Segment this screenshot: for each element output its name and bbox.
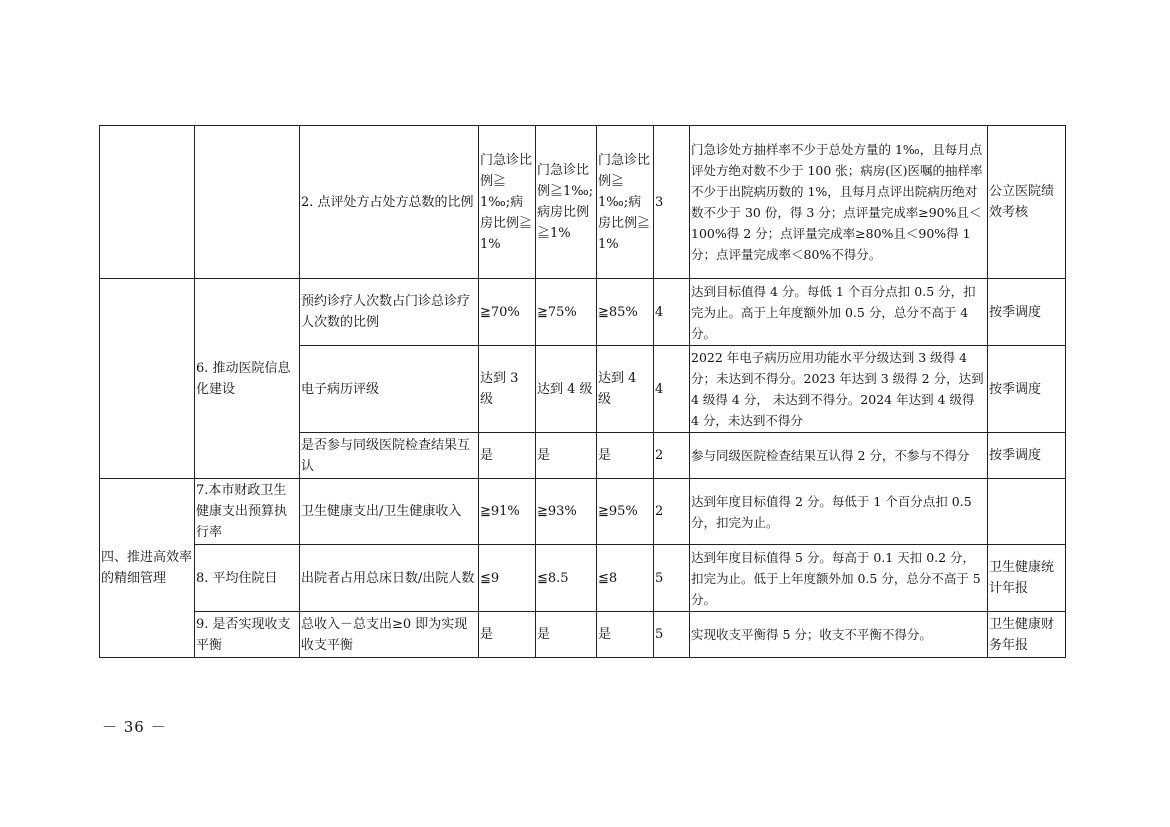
score-cell: 4 — [654, 279, 690, 346]
data-source-cell: 卫生健康财务年报 — [988, 612, 1066, 658]
data-source-cell: 按季调度 — [988, 279, 1066, 346]
scoring-standard-cell: 达到目标值得 4 分。每低 1 个百分点扣 0.5 分，扣完为止。高于上年度额外加 0.5 分，总分不高于 4 分。 — [690, 279, 988, 346]
data-source-cell — [988, 479, 1066, 545]
score-cell: 3 — [654, 126, 690, 279]
table-row — [100, 279, 1066, 346]
score-cell: 5 — [654, 612, 690, 658]
indicator-cell: 预约诊疗人次数占门诊总诊疗人次数的比例 — [300, 279, 479, 346]
scoring-standard-cell: 门急诊处方抽样率不少于总处方量的 1‰，且每月点评处方绝对数不少于 100 张；病房(区)医嘱的抽样率不少于出院病历数的 1%，且每月点评出院病历绝对数不少于 30 份，得 3 分；点评量完成率≥90%且＜100%得 2 分；点评量完成率≥80%且＜90%得 1 分；点评量完成率＜80%不得分。 — [690, 126, 988, 279]
item-cell-empty — [195, 126, 300, 279]
table-row — [100, 612, 1066, 658]
target-2023-cell: ≦8.5 — [536, 545, 597, 612]
target-2023-cell: 门急诊比例≧1‰;病房比例≧1% — [536, 126, 597, 279]
target-2022-cell: 是 — [479, 612, 536, 658]
indicator-cell: 总收入－总支出≥0 即为实现收支平衡 — [300, 612, 479, 658]
task-cell-empty — [100, 126, 195, 279]
target-2024-cell: 是 — [597, 433, 654, 479]
target-2023-cell: ≧75% — [536, 279, 597, 346]
target-2022-cell: 达到 3 级 — [479, 346, 536, 433]
target-2023-cell: 是 — [536, 612, 597, 658]
table-row — [100, 479, 1066, 545]
target-2022-cell: 是 — [479, 433, 536, 479]
target-2023-cell: 是 — [536, 433, 597, 479]
scoring-standard-cell: 达到年度目标值得 5 分。每高于 0.1 天扣 0.2 分，扣完为止。低于上年度额外加 0.5 分，总分不高于 5 分。 — [690, 545, 988, 612]
target-2022-cell: ≧91% — [479, 479, 536, 545]
scoring-standard-cell: 实现收支平衡得 5 分；收支不平衡不得分。 — [690, 612, 988, 658]
indicator-cell: 出院者占用总床日数/出院人数 — [300, 545, 479, 612]
page-number: － 36 － — [102, 718, 167, 736]
target-2022-cell: ≧70% — [479, 279, 536, 346]
indicator-cell: 卫生健康支出/卫生健康收入 — [300, 479, 479, 545]
item-cell: 6. 推动医院信息化建设 — [195, 279, 300, 479]
task-cell: 四、推进高效率的精细管理 — [100, 479, 195, 658]
target-2022-cell: 门急诊比例≧1‰;病房比例≧1% — [479, 126, 536, 279]
scoring-standard-cell: 2022 年电子病历应用功能水平分级达到 3 级得 4 分；未达到不得分。2023 年达到 3 级得 2 分，达到 4 级得 4 分， 未达到不得分。2024 年达到 4 级得 4 分，未达到不得分 — [690, 346, 988, 433]
item-cell: 8. 平均住院日 — [195, 545, 300, 612]
indicator-cell: 2. 点评处方占处方总数的比例 — [300, 126, 479, 279]
data-source-cell: 按季调度 — [988, 433, 1066, 479]
data-source-cell: 按季调度 — [988, 346, 1066, 433]
score-cell: 4 — [654, 346, 690, 433]
score-cell: 5 — [654, 545, 690, 612]
indicator-table — [99, 125, 1066, 658]
scoring-standard-cell: 达到年度目标值得 2 分。每低于 1 个百分点扣 0.5 分，扣完为止。 — [690, 479, 988, 545]
task-cell-empty — [100, 346, 195, 433]
data-source-cell: 卫生健康统计年报 — [988, 545, 1066, 612]
table-row — [100, 545, 1066, 612]
target-2024-cell: ≧85% — [597, 279, 654, 346]
target-2023-cell: ≧93% — [536, 479, 597, 545]
task-cell-empty — [100, 433, 195, 479]
item-cell: 7.本市财政卫生健康支出预算执行率 — [195, 479, 300, 545]
target-2024-cell: ≧95% — [597, 479, 654, 545]
target-2024-cell: 门急诊比例≧1‰;病房比例≧1% — [597, 126, 654, 279]
task-cell-empty — [100, 279, 195, 346]
target-2023-cell: 达到 4 级 — [536, 346, 597, 433]
target-2022-cell: ≦9 — [479, 545, 536, 612]
score-cell: 2 — [654, 433, 690, 479]
target-2024-cell: 是 — [597, 612, 654, 658]
data-source-cell: 公立医院绩效考核 — [988, 126, 1066, 279]
item-cell: 9. 是否实现收支平衡 — [195, 612, 300, 658]
score-cell: 2 — [654, 479, 690, 545]
target-2024-cell: 达到 4 级 — [597, 346, 654, 433]
table-row — [100, 126, 1066, 279]
indicator-cell: 是否参与同级医院检查结果互认 — [300, 433, 479, 479]
indicator-cell: 电子病历评级 — [300, 346, 479, 433]
target-2024-cell: ≦8 — [597, 545, 654, 612]
scoring-standard-cell: 参与同级医院检查结果互认得 2 分，不参与不得分 — [690, 433, 988, 479]
